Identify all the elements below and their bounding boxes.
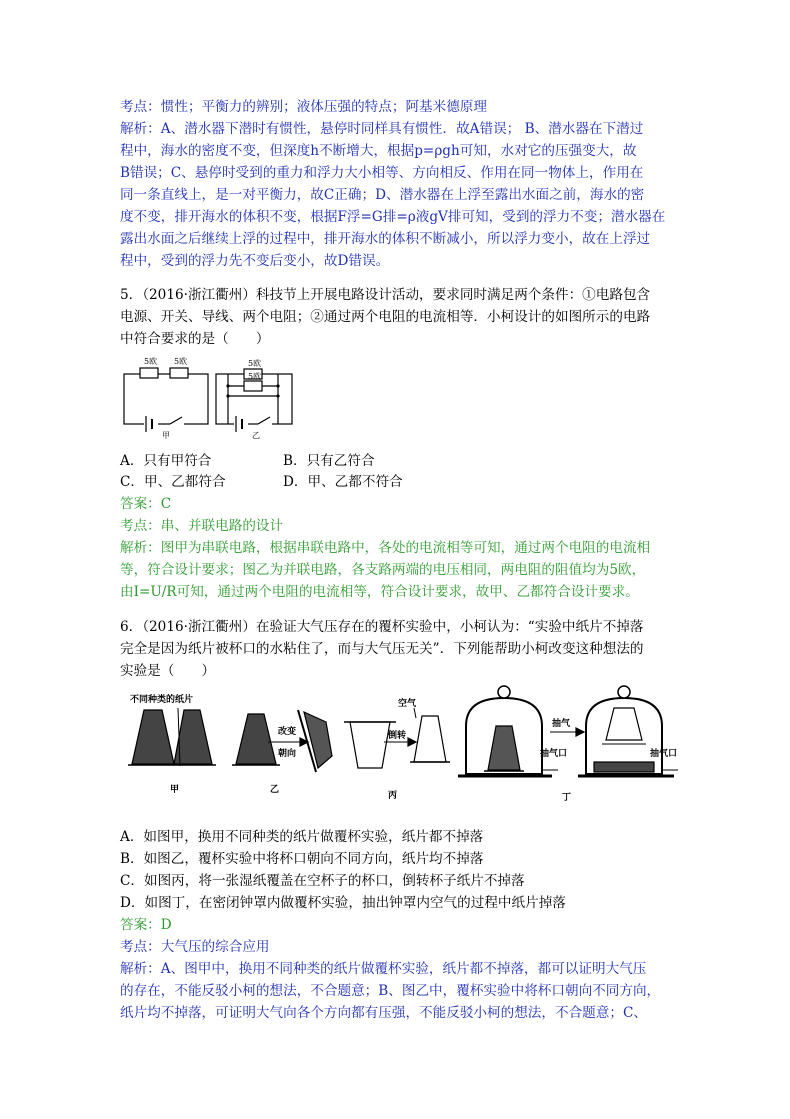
q5-option-row (120, 472, 680, 493)
q6-question (120, 616, 680, 682)
q6-jiexi-line: 的存在，不能反驳小柯的想法，不合题意；B、图乙中，覆杯实验中将杯口朝向不同方向， (120, 983, 661, 999)
resistor-jia-1 (140, 368, 158, 378)
q4-jiexi-line: 程中，海水的密度不变，但深度h不断增大，根据p=ρgh可知，水对它的压强变大，故 (120, 143, 637, 159)
q6-question-line: 6．（2016·浙江衢州）在验证大气压存在的覆杯实验中，小柯认为：“实验中纸片不掉落 (120, 619, 644, 635)
q5-question-line: 中符合要求的是（ ） (120, 331, 270, 347)
q5-option-b: B．只有乙符合 (283, 453, 375, 469)
figure-label-jia: 甲 (162, 431, 170, 440)
q6-option-c: C．如图丙，将一张湿纸覆盖在空杯子的杯口，倒转杯子纸片不掉落 (120, 873, 525, 889)
resistor-label: 5欧 (248, 372, 262, 381)
label-pump-port-2: 抽气口 (650, 749, 678, 759)
figure-label-bing: 丙 (388, 791, 398, 801)
q6-answer: 答案：D (120, 917, 172, 933)
q6-options (120, 826, 680, 914)
q5-circuit-figure (118, 352, 298, 440)
resistor-jia-2 (170, 368, 188, 378)
q6-analysis (120, 914, 680, 1024)
resistor-yi-2 (244, 381, 262, 391)
q5-analysis (120, 493, 680, 603)
label-change-dir-2: 朝向 (278, 749, 297, 759)
resistor-label: 5欧 (248, 359, 262, 368)
q5-answer: 答案：C (120, 496, 172, 512)
q6-option-d: D．如图丁，在密闭钟罩内做覆杯实验，抽出钟罩内空气的过程中纸片掉落 (120, 895, 566, 911)
figure-label-jia: 甲 (170, 785, 180, 795)
label-invert: 倒转 (388, 731, 407, 741)
q5-question-line: 电源、开关、导线、两个电阻；②通过两个电阻的电流相等．小柯设计的如图所示的电路 (120, 309, 651, 325)
figure-label-ding: 丁 (562, 793, 572, 803)
q5-option-a: A．只有甲符合 (120, 453, 212, 469)
cup-yi-1 (236, 714, 276, 764)
cup-bing-2 (414, 716, 446, 762)
q4-jiexi-line: 同一条直线上，是一对平衡力，故C正确；D、潜水器在上浮至露出水面之前，海水的密 (120, 187, 645, 203)
cup-bing-1 (350, 722, 390, 768)
q4-jiexi-line: 度不变，排开海水的体积不变，根据F浮=G排=ρ液gV排可知，受到的浮力不变；潜水器在 (120, 209, 666, 225)
q6-jiexi-line: 解析：A、图甲中，换用不同种类的纸片做覆杯实验，纸片都不掉落，都可以证明大气压 (120, 961, 647, 977)
label-pump: 抽气 (552, 719, 571, 729)
q6-question-line: 完全是因为纸片被杯口的水粘住了，而与大气压无关”．下列能帮助小柯改变这种想法的 (120, 641, 644, 657)
label-change-dir-1: 改变 (278, 727, 297, 737)
q4-jiexi-line: B错误；C、悬停时受到的重力和浮力大小相等、方向相反、作用在同一物体上，作用在 (120, 165, 644, 181)
q5-jiexi-line: 解析：图甲为串联电路，根据串联电路中，各处的电流相等可知，通过两个电阻的电流相 (120, 540, 651, 556)
cup-yi-2 (304, 712, 332, 768)
q5-option-row (120, 451, 680, 472)
q5-option-d: D．甲、乙都不符合 (283, 474, 403, 490)
cup-jia-1 (132, 710, 174, 764)
q5-kaodian: 考点：串、并联电路的设计 (120, 518, 284, 534)
q6-option-a: A．如图甲，换用不同种类的纸片做覆杯实验，纸片都不掉落 (120, 829, 484, 845)
q4-analysis (120, 96, 680, 272)
q4-kaodian: 考点：惯性；平衡力的辨别；液体压强的特点；阿基米德原理 (120, 99, 488, 115)
q5-jiexi-line: 由I=U/R可知，通过两个电阻的电流相等，符合设计要求，故甲、乙都符合设计要求。 (120, 584, 639, 600)
q6-kaodian: 考点：大气压的综合应用 (120, 939, 270, 955)
label-paper-types: 不同种类的纸片 (130, 695, 194, 705)
water-ding-2 (594, 762, 654, 772)
label-air: 空气 (398, 699, 417, 709)
q4-jiexi-line: 露出水面之后继续上浮的过程中，排开海水的体积不断减小，所以浮力变小，故在上浮过 (120, 231, 651, 247)
q6-question-line: 实验是（ ） (120, 663, 216, 679)
figure-label-yi: 乙 (270, 785, 280, 795)
figure-label-yi: 乙 (252, 431, 260, 440)
label-pump-port-1: 抽气口 (540, 749, 568, 759)
q4-jiexi-line: 程中，受到的浮力先不变后变小，故D错误。 (120, 253, 390, 269)
q6-experiment-figure (118, 682, 686, 810)
q6-option-b: B．如图乙，覆杯实验中将杯口朝向不同方向，纸片均不掉落 (120, 851, 484, 867)
q6-jiexi-line: 纸片均不掉落，可证明大气向各个方向都有压强，不能反驳小柯的想法，不合题意；C、 (120, 1005, 647, 1021)
q5-jiexi-line: 等，符合设计要求；图乙为并联电路，各支路两端的电压相同，两电阻的阻值均为5欧， (120, 562, 646, 578)
resistor-label: 5欧 (144, 357, 158, 366)
q5-options (120, 451, 680, 493)
q4-jiexi-line: 解析：A、潜水器下潜时有惯性，悬停时同样具有惯性．故A错误； B、潜水器在下潜过 (120, 121, 644, 137)
q5-question-line: 5．（2016·浙江衢州）科技节上开展电路设计活动，要求同时满足两个条件：①电路包含 (120, 287, 651, 303)
q5-question (120, 284, 680, 350)
circuit-jia-wire (124, 374, 208, 424)
q5-option-c: C．甲、乙都符合 (120, 474, 226, 490)
resistor-label: 5欧 (174, 357, 188, 366)
